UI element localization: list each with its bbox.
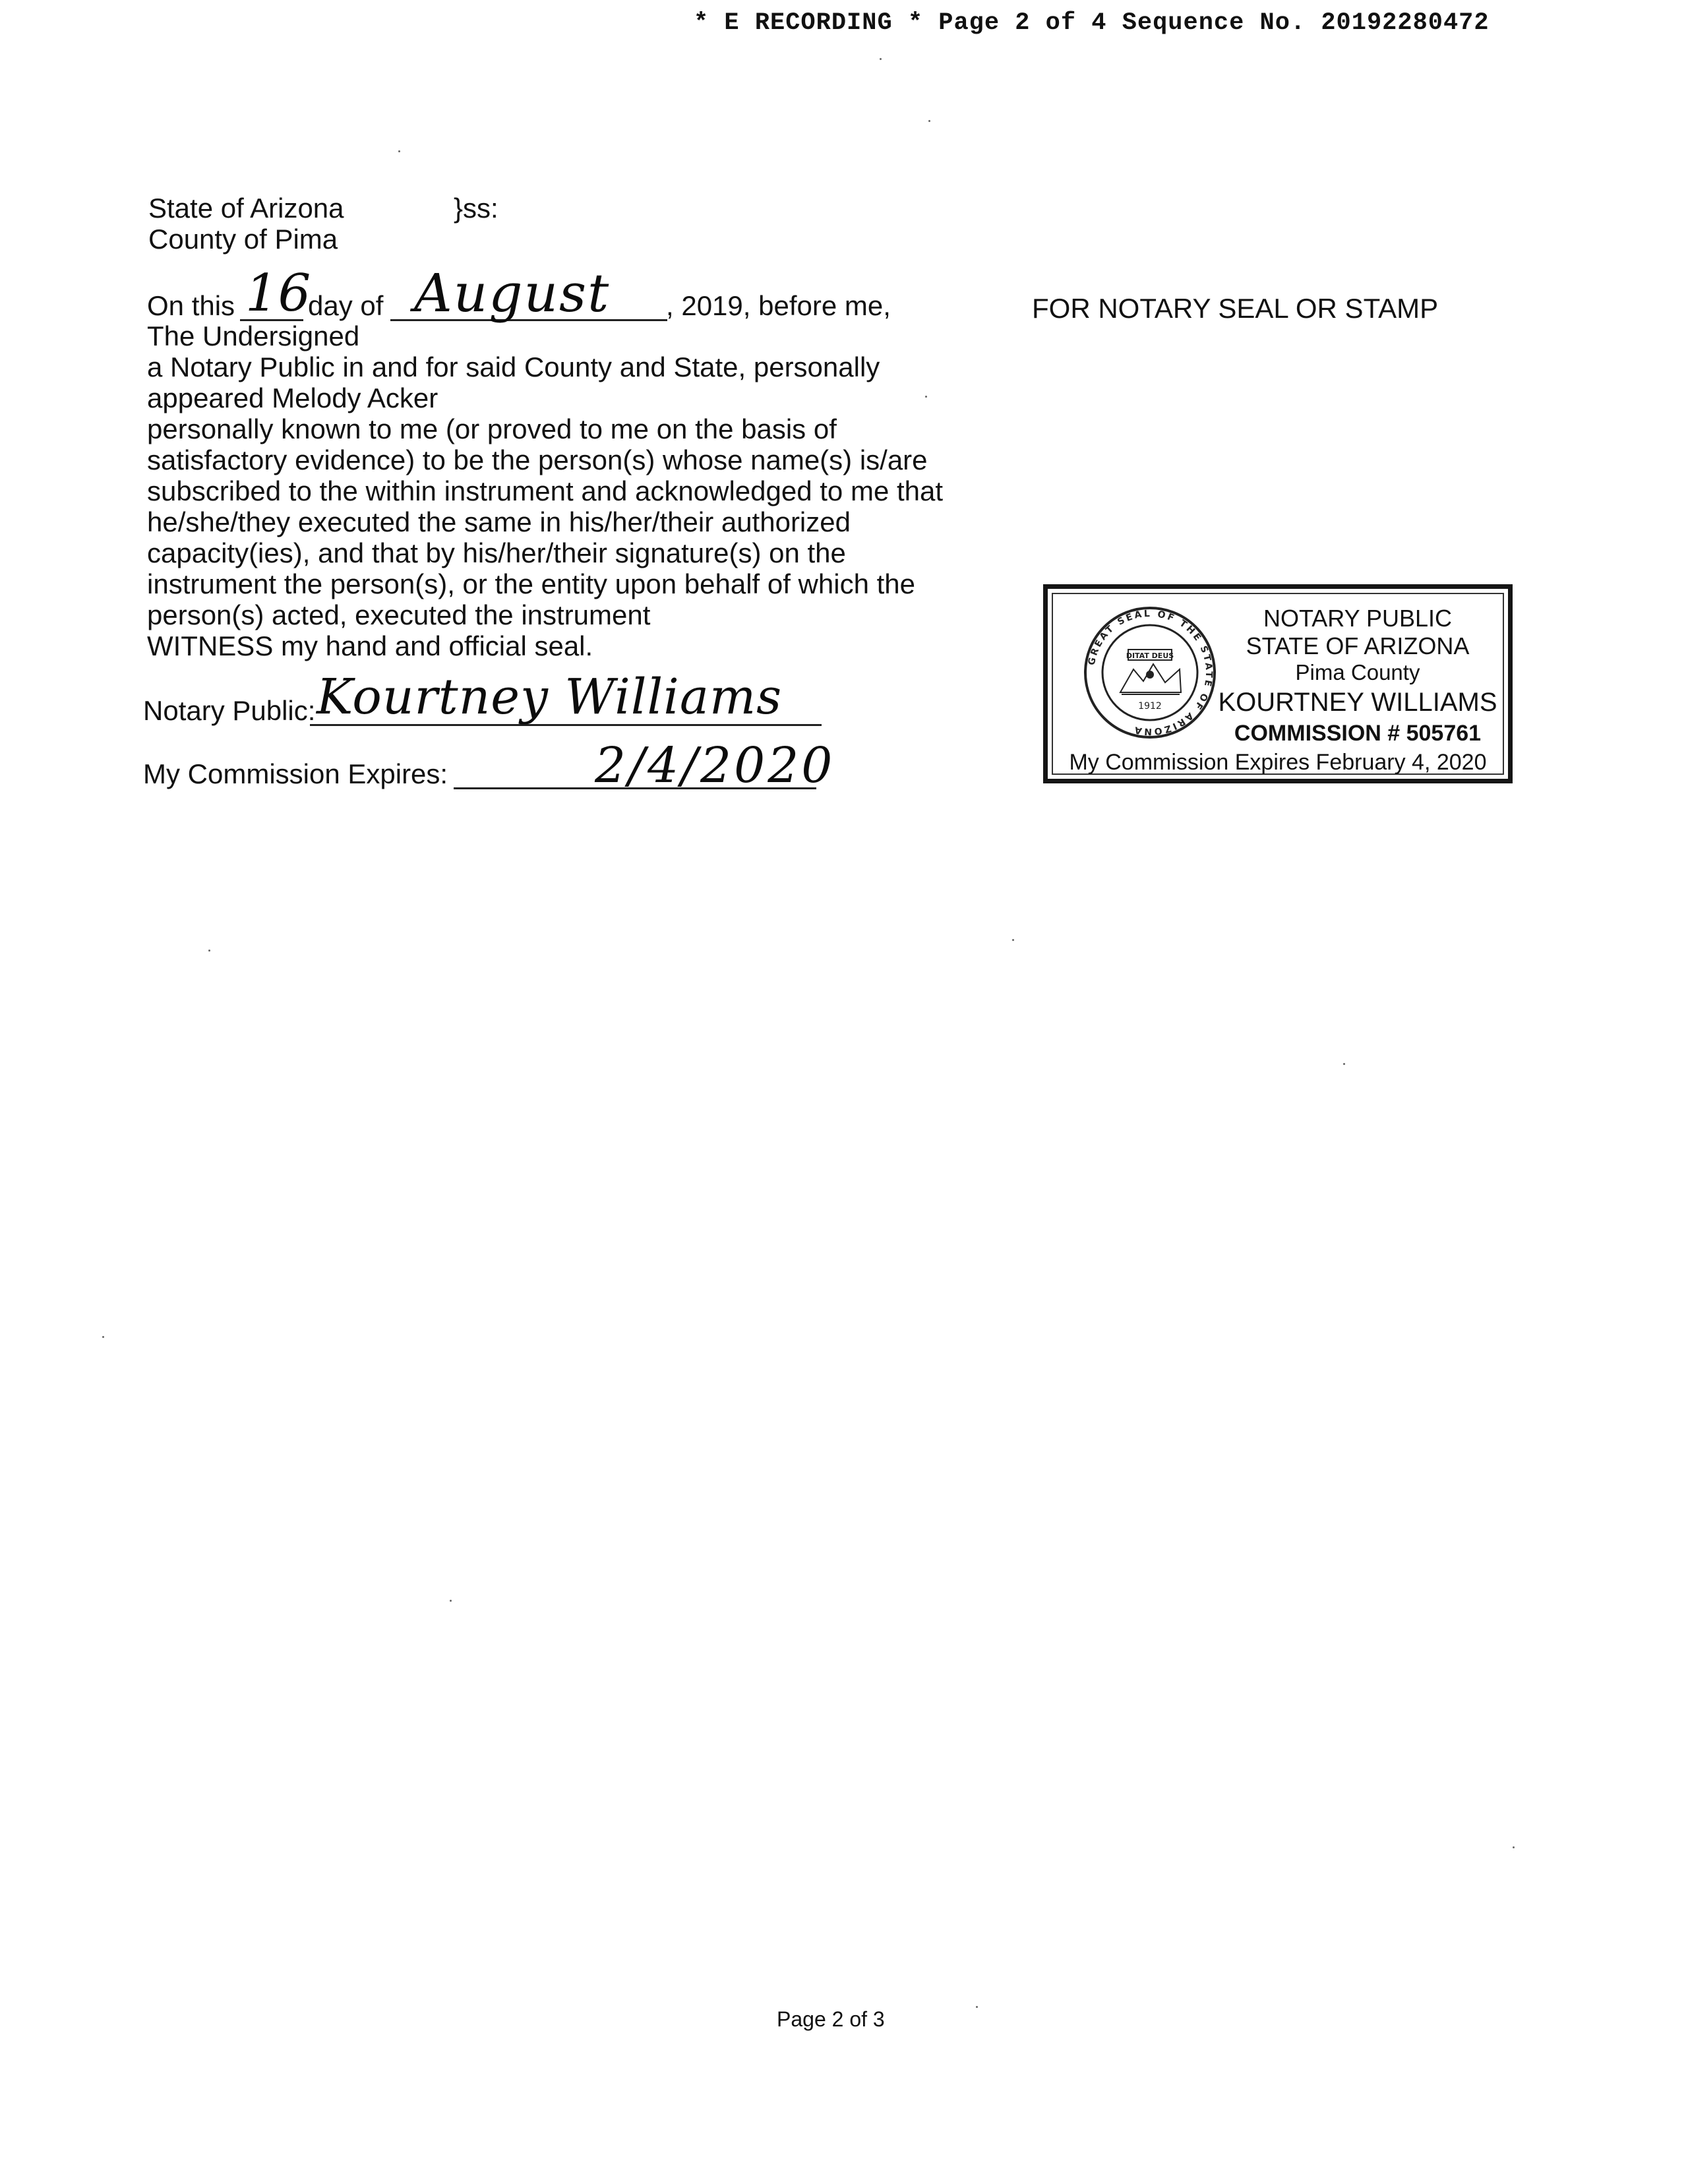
venue-ss: }ss: bbox=[454, 193, 498, 224]
svg-text:GREAT SEAL OF THE STATE OF ARI: GREAT SEAL OF THE STATE OF ARIZONA bbox=[1086, 608, 1215, 737]
stamp-notary-public: NOTARY PUBLIC bbox=[1263, 605, 1453, 632]
ack-line-6: he/she/they executed the same in his/her/their authorized bbox=[147, 506, 851, 537]
page-footer: Page 2 of 3 bbox=[777, 2007, 885, 2031]
ack-year-text: , 2019, before me, bbox=[666, 290, 891, 321]
scan-speck bbox=[450, 1600, 452, 1602]
stamp-expires: My Commission Expires February 4, 2020 bbox=[1069, 750, 1487, 775]
stamp-notary-name: KOURTNEY WILLIAMS bbox=[1218, 688, 1497, 717]
ack-line-3: personally known to me (or proved to me on the basis of bbox=[147, 413, 837, 444]
ack-day-of: day of bbox=[308, 290, 384, 321]
scan-speck bbox=[928, 120, 930, 122]
stamp-state: STATE OF ARIZONA bbox=[1246, 632, 1470, 659]
notary-public-label: Notary Public: bbox=[143, 695, 316, 726]
scan-speck bbox=[1343, 1063, 1345, 1065]
scan-speck bbox=[102, 1336, 104, 1338]
ack-line-2: appeared Melody Acker bbox=[147, 382, 438, 413]
scan-speck bbox=[398, 150, 400, 152]
ack-line-9: person(s) acted, executed the instrument bbox=[147, 599, 651, 630]
month-handwritten: August bbox=[414, 262, 611, 324]
scan-speck bbox=[1513, 1846, 1515, 1848]
svg-text:DITAT DEUS: DITAT DEUS bbox=[1126, 652, 1174, 660]
svg-text:1912: 1912 bbox=[1138, 701, 1162, 712]
expires-handwritten: 2/4/2020 bbox=[595, 737, 835, 794]
seal-area-label: FOR NOTARY SEAL OR STAMP bbox=[1032, 293, 1439, 324]
expires-label: My Commission Expires: bbox=[143, 758, 448, 789]
ack-line-1: a Notary Public in and for said County and State, personally bbox=[147, 351, 880, 382]
ack-line-5: subscribed to the within instrument and acknowledged to me that bbox=[147, 475, 944, 506]
ack-on-this: On this bbox=[147, 290, 235, 321]
venue-state: State of Arizona bbox=[148, 193, 344, 224]
venue-county: County of Pima bbox=[148, 224, 338, 255]
scan-speck bbox=[925, 396, 927, 398]
scan-speck bbox=[880, 58, 882, 60]
scan-speck bbox=[208, 950, 210, 952]
ack-undersigned: The Undersigned bbox=[147, 320, 360, 351]
arizona-seal-icon bbox=[1081, 603, 1219, 742]
day-handwritten: 16 bbox=[245, 264, 311, 323]
stamp-county: Pima County bbox=[1295, 660, 1420, 684]
scan-speck bbox=[1012, 939, 1014, 941]
ack-line-4: satisfactory evidence) to be the person(s) whose name(s) is/are bbox=[147, 444, 928, 475]
recording-header: * E RECORDING * Page 2 of 4 Sequence No. 20192280472 bbox=[694, 9, 1490, 37]
stamp-commission-number: COMMISSION # 505761 bbox=[1234, 721, 1482, 746]
scan-speck bbox=[976, 2006, 978, 2008]
ack-witness: WITNESS my hand and official seal. bbox=[147, 630, 593, 661]
ack-line-7: capacity(ies), and that by his/her/their signature(s) on the bbox=[147, 537, 846, 568]
notary-signature: Kourtney Williams bbox=[316, 669, 783, 725]
notary-stamp bbox=[1043, 584, 1513, 783]
ack-line-8: instrument the person(s), or the entity upon behalf of which the bbox=[147, 568, 915, 599]
